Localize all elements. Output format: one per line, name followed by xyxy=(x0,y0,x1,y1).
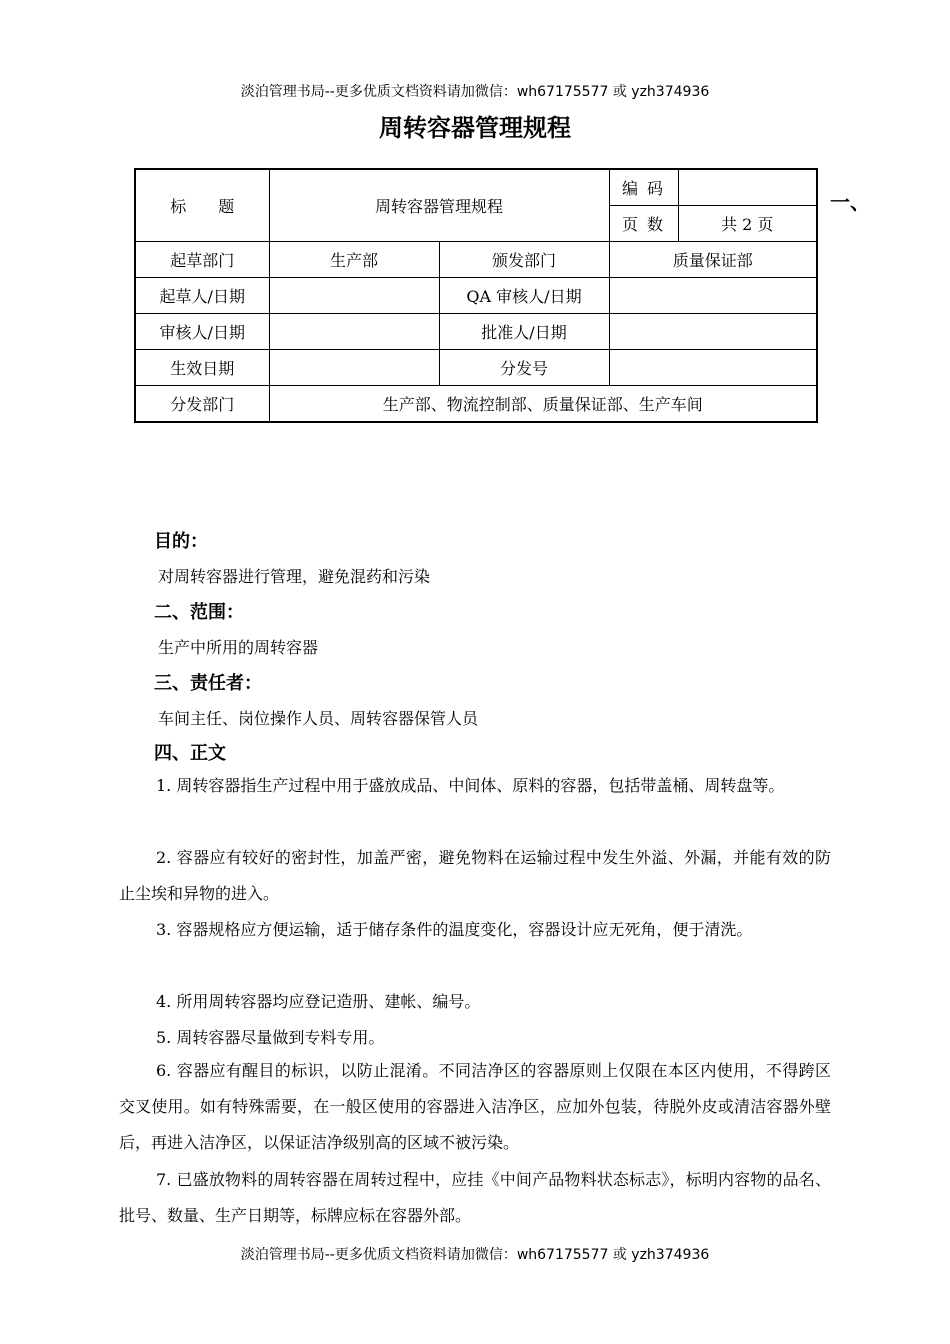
section-one-number: 一、 xyxy=(830,190,870,214)
issue-dept-label: 颁发部门 xyxy=(439,242,609,278)
code-value xyxy=(678,169,817,206)
draft-dept-label: 起草部门 xyxy=(135,242,269,278)
footer-note: 淡泊管理书局--更多优质文档资料请加微信：wh67175577 或 yzh374936 xyxy=(240,1247,710,1263)
dist-dept-label: 分发部门 xyxy=(135,386,269,423)
dist-no-label: 分发号 xyxy=(439,350,609,386)
document-info-table xyxy=(134,168,818,423)
purpose-text: 对周转容器进行管理，避免混药和污染 xyxy=(158,567,431,586)
paragraph-7: 7. 已盛放物料的周转容器在周转过程中，应挂《中间产品物料状态标志》，标明内容物的品名、批号、数量、生产日期等，标牌应标在容器外部。 xyxy=(119,1170,831,1225)
title-label: 标 题 xyxy=(135,169,269,242)
reviewer-label: 审核人/日期 xyxy=(135,314,269,350)
qa-reviewer-label: QA 审核人/日期 xyxy=(439,278,609,314)
paragraph-2: 2. 容器应有较好的密封性，加盖严密，避免物料在运输过程中发生外溢、外漏，并能有效的防止尘埃和异物的进入。 xyxy=(119,848,831,903)
qa-reviewer-value xyxy=(609,278,817,314)
scope-text: 生产中所用的周转容器 xyxy=(158,638,319,657)
effective-date-label: 生效日期 xyxy=(135,350,269,386)
paragraph-1: 1. 周转容器指生产过程中用于盛放成品、中间体、原料的容器，包括带盖桶、周转盘等。 xyxy=(156,776,785,795)
paragraph-5: 5. 周转容器尽量做到专料专用。 xyxy=(156,1028,385,1047)
pages-label: 页 数 xyxy=(609,206,678,242)
purpose-heading: 目的： xyxy=(154,531,208,552)
responsible-heading: 三、责任者： xyxy=(154,673,262,694)
paragraph-6: 6. 容器应有醒目的标识，以防止混淆。不同洁净区的容器原则上仅限在本区内使用，不得跨区交叉使用。如有特殊需要，在一般区使用的容器进入洁净区，应加外包装，待脱外皮或清洁容器外壁后，再进入洁净区，以保证洁净级别高的区域不被污染。 xyxy=(119,1061,831,1152)
body-heading: 四、正文 xyxy=(154,743,226,764)
approver-value xyxy=(609,314,817,350)
responsible-text: 车间主任、岗位操作人员、周转容器保管人员 xyxy=(158,709,479,728)
pages-value: 共 2 页 xyxy=(678,206,817,242)
draft-dept-value: 生产部 xyxy=(269,242,439,278)
reviewer-value xyxy=(269,314,439,350)
scope-heading: 二、范围： xyxy=(154,602,244,623)
dist-no-value xyxy=(609,350,817,386)
approver-label: 批准人/日期 xyxy=(439,314,609,350)
title-value: 周转容器管理规程 xyxy=(269,169,609,242)
paragraph-3: 3. 容器规格应方便运输，适于储存条件的温度变化，容器设计应无死角，便于清洗。 xyxy=(156,920,753,939)
effective-date-value xyxy=(269,350,439,386)
drafter-value xyxy=(269,278,439,314)
drafter-label: 起草人/日期 xyxy=(135,278,269,314)
header-note: 淡泊管理书局--更多优质文档资料请加微信：wh67175577 或 yzh374936 xyxy=(240,84,710,100)
document-title: 周转容器管理规程 xyxy=(379,114,571,142)
code-label: 编 码 xyxy=(609,169,678,206)
dist-dept-value: 生产部、物流控制部、质量保证部、生产车间 xyxy=(269,386,817,423)
paragraph-4: 4. 所用周转容器均应登记造册、建帐、编号。 xyxy=(156,992,481,1011)
issue-dept-value: 质量保证部 xyxy=(609,242,817,278)
